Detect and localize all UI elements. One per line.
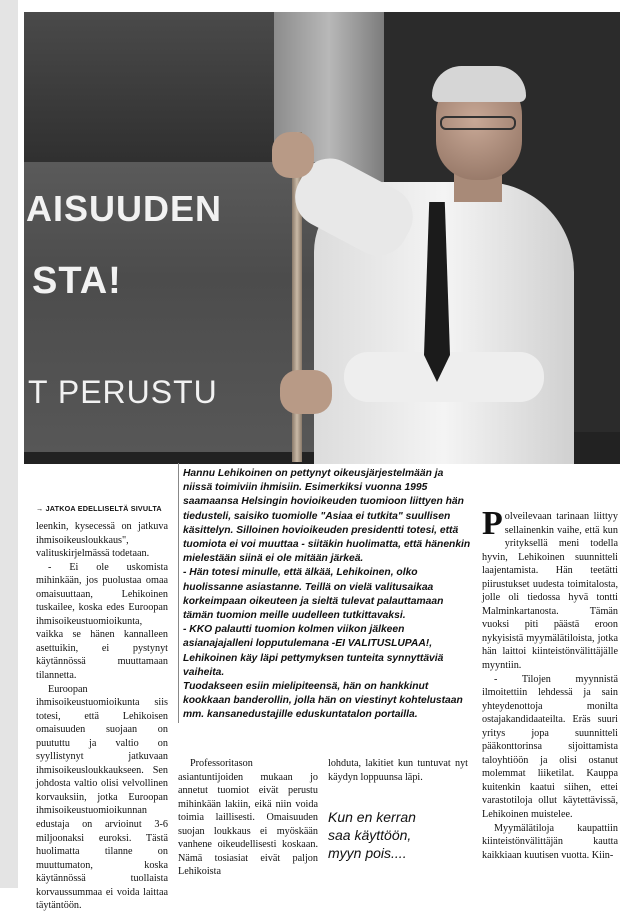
intro-paragraph: Tuodakseen esiin mielipiteensä, hän on hankkinut kookkaan banderollin, jolla hän on viestinyt kohtelustaan mm. kansanedustajille eduskuntatalon portailla.: [183, 681, 463, 721]
body-paragraph: leenkin, kysecessä on jatkuva ihmisoikeusloukkaus", valituskirjelmässä todetaan.: [36, 521, 168, 560]
glasses: [440, 116, 516, 130]
intro-paragraph: - KKO palautti tuomion kolmen viikon jälkeen asianajajalleni lopputulemana -EI VALITUSLUPAA!, Lehikoinen käy läpi pettymyksen tunteita synnyttäviä vaiheita.: [183, 624, 444, 678]
continued-label: → JATKOA EDELLISELTÄ SIVULTA: [36, 504, 162, 513]
left-column: [36, 520, 168, 913]
pull-quote-line: myyn pois....: [328, 845, 407, 861]
body-paragraph: Professoritason asiantuntijoiden mukaan jo annetut tuomiot eivät perustu mihinkään lakiin, eikä niin voida toimia laillisesti. Omaisuuden suojan loukkaus ei myöskään vanhene oikeudellisesti koskaan. Nämä tosiasiat eivät paljon Lehikoista: [178, 758, 318, 878]
banner-text-line: AISUUDEN: [26, 188, 223, 229]
man-holding-banner: [274, 52, 620, 464]
page-edge: [0, 0, 18, 888]
banner-text-line: STA!: [32, 260, 122, 302]
intro-paragraph: - Hän totesi minulle, että älkää, Lehikoinen, olko huolissanne asiastanne. Teillä on vielä valitusaikaa korkeimpaan oikeuteen ja sieltä tulevat palauttamaan tämän tuomion meille uudelleen tutkittavaksi.: [183, 567, 444, 622]
article-photo: [24, 12, 620, 464]
pull-quote-line: saa käyttöön,: [328, 827, 412, 843]
body-paragraph: - Tilojen myynnistä ilmoitettiin lehdessä ja sain yhteydenottoja monilta ostajakandidaateilta. Eräs suuri yritys jopa suunnitteli pääkonttorinsa sijoittamista taloyhtiöön ja olisi ostanut molemmat liiketilat. Kauppa kuitenkin kaatui siihen, ettei varastotiloja ollut käytettävissä, Lehikoinen muistelee.: [482, 673, 618, 821]
photo-window: [24, 12, 274, 172]
article-intro: [178, 463, 475, 723]
body-paragraph: Myymälätiloja kaupattiin kiinteistönvälittäjän kautta kaikkiaan kuutisen vuotta. Kiin-: [482, 822, 618, 861]
pull-quote-line: Kun en kerran: [328, 809, 416, 825]
body-paragraph: - Ei ole uskomista mihinkään, jos puolustaa omaa omaisuuttaan, Lehikoinen tuskailee, koska edes Euroopan ihmisoikeustuomioikunta, vaikka se hänen kannalleen asettuikin, ei pystynyt käytännössä muuttamaan tilannetta.: [36, 561, 168, 682]
middle-column-2: [328, 757, 468, 784]
pull-quote: [328, 808, 468, 862]
body-paragraph: [482, 505, 618, 673]
body-paragraph: Euroopan ihmisoikeustuomioikunta siis totesi, että Lehikoisen omaisuuden suojaan on puututtu ja valtio on syyllistynyt jatkuvaan ihmisoikeusloukkaukseen. Sen johdosta valtio olisi velvollinen korvauksiin, jotka Euroopan ihmisoikeustuomioikunnan edustaja on arvioinut 3-6 miljoonaksi euroksi. Tästä huolimatta tilanne on muuttumaton, koska käytännössä tuollaista korvaussummaa ei voida laittaa täytäntöön.: [36, 683, 168, 912]
lower-hand: [280, 370, 332, 414]
upper-hand: [272, 132, 314, 178]
hair: [432, 66, 526, 102]
drop-cap: P: [482, 505, 503, 542]
body-text: olveilevaan tarinaan liittyy sellainenkin vaihe, että kun yrityksellä meni todella hyvin, Lehikoinen suunnitteli laajentamista. Hän teetätti piirustukset uudesta toimitalosta, jolle oli tiedossa hyvä tontti Malminkartanosta. Tämän vuoksi piti päästä eroon nykyisistä myymälätiloista, jotka hän laittoi kiinteistönvälittäjälle myyntiin.: [482, 511, 618, 672]
right-column: [482, 505, 618, 862]
banner-text-line: T PERUSTU: [28, 374, 218, 410]
body-paragraph: lohduta, lakitiet kun tuntuvat nyt käydyn loppuunsa läpi.: [328, 758, 468, 783]
middle-column-1: [178, 757, 318, 879]
intro-paragraph: Hannu Lehikoinen on pettynyt oikeusjärjestelmään ja niissä toimiviin ihmisiin. Esimerkiksi vuonna 1995 saamaansa Helsingin hovioikeuden tuomioon liittyen hän tiedusteli, saisiko tuomiolle "Asiaa ei tutkita" suullisen käsittelyn. Silloinen hovioikeuden presidentti totesi, että tuomiota ei voi muuttaa - siitäkin huolimatta, että hänenkin mielestään siinä ei ole mitään järkeä.: [183, 468, 471, 565]
